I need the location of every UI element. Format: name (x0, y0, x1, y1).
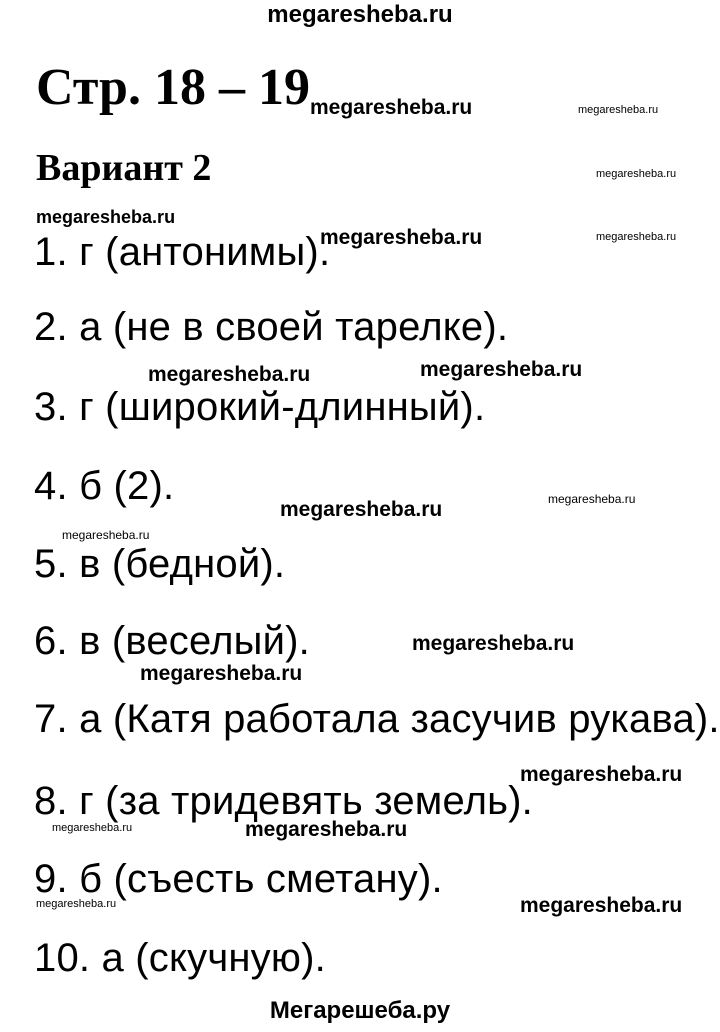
answer-2: 2. а (не в своей тарелке). (34, 305, 509, 349)
watermark: megaresheba.ru (320, 226, 483, 249)
answer-9: 9. б (съесть сметану). (34, 857, 443, 901)
answer-6: 6. в (веселый). (34, 619, 310, 663)
watermark: megaresheba.ru (245, 818, 408, 841)
answer-5: 5. в (бедной). (34, 542, 286, 586)
page-title: Стр. 18 – 19 (36, 59, 310, 116)
footer-watermark: Мегарешеба.ру (269, 997, 451, 1024)
watermark: megaresheba.ru (310, 96, 473, 119)
answer-8: 8. г (за тридевять земель). (34, 779, 533, 823)
answer-10: 10. а (скучную). (34, 936, 326, 980)
watermark: megaresheba.ru (412, 632, 575, 655)
watermark: megaresheba.ru (36, 898, 117, 910)
watermark: megaresheba.ru (62, 528, 150, 542)
watermark: megaresheba.ru (596, 168, 677, 180)
watermark: megaresheba.ru (548, 492, 636, 506)
header-watermark: megaresheba.ru (267, 1, 453, 28)
watermark: megaresheba.ru (140, 662, 303, 685)
watermark: megaresheba.ru (280, 498, 443, 521)
answer-1: 1. г (антонимы). (34, 230, 331, 274)
watermark: megaresheba.ru (520, 763, 683, 786)
variant-heading: Вариант 2 (36, 147, 212, 189)
watermark: megaresheba.ru (520, 894, 683, 917)
answer-3: 3. г (широкий-длинный). (34, 385, 486, 429)
watermark: megaresheba.ru (36, 207, 176, 227)
watermark: megaresheba.ru (148, 363, 311, 386)
watermark: megaresheba.ru (420, 358, 583, 381)
answer-4: 4. б (2). (34, 464, 175, 508)
answer-7: 7. а (Катя работала засучив рукава). (34, 697, 720, 741)
watermark: megaresheba.ru (596, 231, 677, 243)
watermark: megaresheba.ru (578, 104, 659, 116)
watermark: megaresheba.ru (52, 822, 133, 834)
